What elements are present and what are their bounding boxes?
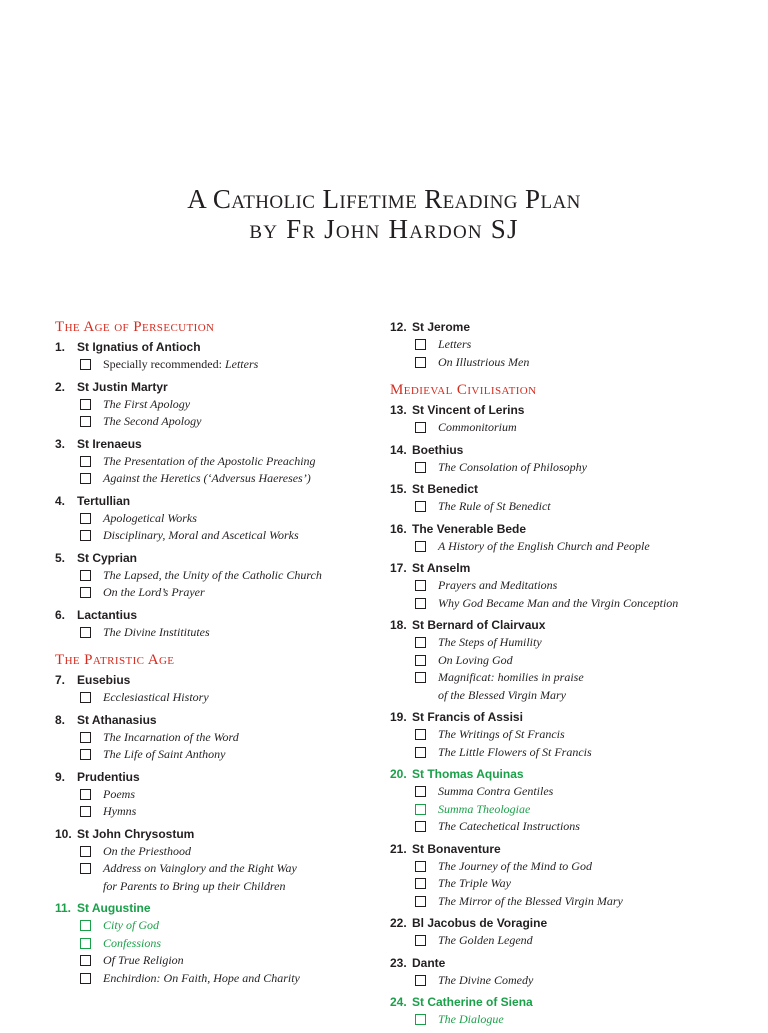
work-title [103,729,239,747]
work-title [438,354,529,372]
checkbox[interactable] [415,747,426,758]
work-title-text: On the Lord’s Prayer [103,585,205,599]
author-heading [390,441,720,459]
work-title-text: Address on Vainglory and the Right Way [103,861,297,875]
checkbox[interactable] [415,655,426,666]
author-number: 15. [390,482,407,496]
author-number: 2. [55,379,66,394]
checkbox[interactable] [80,789,91,800]
work-title [103,584,205,602]
checkbox[interactable] [415,878,426,889]
checkbox[interactable] [80,513,91,524]
work-item [415,354,720,372]
checkbox[interactable] [415,786,426,797]
author-entry [390,441,720,477]
author-entry [390,480,720,516]
author-number: 17. [390,561,407,575]
work-title [438,818,580,836]
author-number: 19. [390,710,407,724]
author-number: 5. [55,550,66,565]
work-title-text: The Journey of the Mind to God [438,858,592,873]
work-title-text: Summa Contra Gentiles [438,784,554,798]
work-title [438,595,678,613]
author-heading [55,606,355,624]
author-entry [55,768,355,821]
work-prefix: Specially recommended: [103,357,225,371]
author-heading [390,318,720,336]
work-title [438,538,650,556]
work-title-text: Why God Became Man and the Virgin Conception [438,595,679,610]
author-entry [390,914,720,950]
work-item [415,595,720,613]
section-title: The Age of Persecution [55,319,215,335]
checkbox[interactable] [80,587,91,598]
author-number: 20. [390,767,407,781]
author-name: St Athanasius [77,712,157,727]
work-title [438,783,553,801]
work-title [438,652,513,670]
work-title-text: Poems [103,786,135,801]
work-title-text: Of True Religion [103,953,184,967]
work-title [438,744,592,762]
author-heading [55,711,355,729]
work-title-text: Hymns [103,804,137,818]
author-entry [390,559,720,612]
author-entry [55,435,355,488]
work-item [80,860,355,895]
work-item [415,634,720,652]
author-name: St Catherine of Siena [412,995,533,1009]
checkbox[interactable] [80,359,91,370]
work-item [415,801,720,819]
author-heading [390,914,720,932]
work-item [80,786,355,804]
checkbox[interactable] [415,637,426,648]
work-item [415,858,720,876]
author-name: Bl Jacobus de Voragine [412,916,548,930]
author-number: 21. [390,841,407,856]
work-item [80,843,355,861]
work-title-text: Apologetical Works [103,510,197,525]
work-item [80,935,355,953]
author-heading [55,825,355,843]
author-name: St Thomas Aquinas [412,767,524,781]
work-title-text: The Divine Comedy [438,972,534,987]
author-number: 14. [390,442,407,457]
author-heading [55,492,355,510]
author-heading [390,616,720,634]
work-item [80,510,355,528]
work-item [415,336,720,354]
checkbox[interactable] [80,570,91,581]
work-title-text: On the Priesthood [103,843,191,858]
work-item [415,783,720,801]
work-title [103,746,225,764]
work-title [103,917,159,935]
work-title [103,843,191,861]
checkbox[interactable] [80,955,91,966]
author-name: St Bonaventure [412,841,501,856]
checkbox[interactable] [415,729,426,740]
work-title [103,527,299,545]
work-title-text: Commonitorium [438,420,517,434]
work-item [80,952,355,970]
checkbox[interactable] [415,541,426,552]
work-item [415,669,720,704]
work-title-text: The Lapsed, the Unity of the Catholic Church [103,567,322,582]
work-title-text: The Second Apology [103,414,202,428]
work-title-text: The Golden Legend [438,933,533,947]
work-title [438,858,592,876]
work-item [415,972,720,990]
work-title [103,935,161,953]
work-title [103,356,258,374]
work-item [80,584,355,602]
author-name: St Vincent of Lerins [412,403,525,417]
work-title-text: Prayers and Meditations [438,578,558,592]
work-title [103,567,322,585]
work-title [438,577,557,595]
author-name: Eusebius [77,673,131,687]
work-title-text: The Dialogue [438,1012,504,1026]
author-name: St Irenaeus [77,436,142,451]
checkbox[interactable] [80,973,91,984]
author-entry [390,993,720,1029]
work-item [80,803,355,821]
checkbox[interactable] [80,938,91,949]
work-item [80,527,355,545]
checkbox[interactable] [80,732,91,743]
work-title-text: The Steps of Humility [438,635,542,649]
title-line-1: A Catholic Lifetime Reading Plan [187,184,581,214]
checkbox[interactable] [415,580,426,591]
work-title-text: Confessions [103,935,162,950]
work-title-text: Letters [438,337,472,351]
work-title-text: The Divine Instititutes [103,624,210,639]
checkbox[interactable] [415,598,426,609]
author-heading [55,338,355,356]
work-title-text: The Consolation of Philosophy [438,459,588,474]
author-number: 4. [55,493,66,508]
work-title [438,1011,504,1029]
work-title [103,624,210,642]
author-name: St Jerome [412,320,471,334]
author-heading [55,899,355,917]
work-item [80,624,355,642]
checkbox[interactable] [80,530,91,541]
work-title [103,510,197,528]
work-title [438,634,542,652]
checkbox[interactable] [80,846,91,857]
work-title [438,459,587,477]
checkbox[interactable] [415,935,426,946]
work-title-text: Against the Heretics (‘Adversus Haereses’) [103,471,311,485]
author-number: 3. [55,436,66,451]
work-title [103,689,209,707]
work-item [415,875,720,893]
work-item [80,453,355,471]
author-number: 22. [390,916,407,930]
work-title-text: The Presentation of the Apostolic Preaching [103,453,316,468]
checkbox[interactable] [80,692,91,703]
work-title-text: On Illustrious Men [438,354,530,369]
author-name: St John Chrysostum [77,826,195,841]
author-entry [55,671,355,707]
author-number: 8. [55,712,66,727]
work-title-text: Disciplinary, Moral and Ascetical Works [103,528,299,542]
checkbox[interactable] [415,896,426,907]
work-title-text: City of God [103,918,159,932]
author-number: 6. [55,607,66,622]
author-name: Tertullian [77,493,131,508]
author-name: St Francis of Assisi [412,710,523,724]
author-heading [55,768,355,786]
work-title [103,952,184,970]
work-title [438,498,551,516]
author-entry [55,606,355,642]
author-name: St Benedict [412,482,479,496]
work-title [438,875,511,893]
work-title-text: Enchirdion: On Faith, Hope and Charity [103,970,300,985]
author-number: 12. [390,320,407,334]
author-heading [55,549,355,567]
work-title-text: The Rule of St Benedict [438,499,551,513]
work-title-continued: for Parents to Bring up their Children [103,878,286,893]
checkbox[interactable] [80,806,91,817]
author-heading [55,671,355,689]
section [390,318,720,371]
author-number: 9. [55,769,66,784]
work-title-text: The Triple Way [438,876,511,890]
author-heading [390,708,720,726]
work-title-continued: of the Blessed Virgin Mary [438,687,566,702]
work-item [415,419,720,437]
work-title-text: The Catechetical Instructions [438,819,580,833]
work-title-text: Letters [224,357,259,371]
author-heading [390,954,720,972]
work-item [80,396,355,414]
author-name: St Anselm [412,561,471,575]
author-entry [390,840,720,911]
author-heading [390,401,720,419]
work-item [415,726,720,744]
checkbox[interactable] [415,861,426,872]
checkbox[interactable] [415,975,426,986]
work-item [415,893,720,911]
author-entry [55,549,355,602]
work-item [80,356,355,374]
work-title-text: The Writings of St Francis [438,727,565,741]
work-item [415,744,720,762]
author-name: St Bernard of Clairvaux [412,618,546,632]
page-title [0,184,768,244]
checkbox[interactable] [415,1014,426,1025]
work-title [103,413,201,431]
author-number: 23. [390,955,407,970]
work-title-text: On Loving God [438,652,513,667]
checkbox[interactable] [415,672,426,683]
work-title-text: The Life of Saint Anthony [103,747,226,761]
work-title [103,453,316,471]
author-entry [390,708,720,761]
work-title [438,893,623,911]
checkbox[interactable] [80,920,91,931]
title-line-2: by Fr John Hardon SJ [249,214,519,244]
author-name: St Justin Martyr [77,379,168,394]
checkbox[interactable] [80,473,91,484]
left-column [55,318,355,991]
author-heading [55,378,355,396]
author-heading [390,765,720,783]
checkbox[interactable] [80,416,91,427]
author-name: Lactantius [77,607,138,622]
work-title-text: The First Apology [103,396,191,411]
work-item [415,818,720,836]
author-name: Dante [412,955,446,970]
work-title [438,801,530,819]
checkbox[interactable] [80,456,91,467]
author-entry [55,825,355,896]
author-name: St Augustine [77,901,151,915]
checkbox[interactable] [80,863,91,874]
section [55,651,355,987]
checkbox[interactable] [80,627,91,638]
work-title-text: The Mirror of the Blessed Virgin Mary [438,893,623,908]
author-name: St Ignatius of Antioch [77,340,201,354]
work-title [438,669,584,704]
work-item [80,746,355,764]
author-entry [390,954,720,990]
author-entry [55,378,355,431]
checkbox[interactable] [415,821,426,832]
checkbox[interactable] [415,357,426,368]
work-item [80,470,355,488]
work-item [80,917,355,935]
work-item [415,652,720,670]
checkbox[interactable] [80,749,91,760]
work-title [438,932,533,950]
author-entry [390,401,720,437]
work-item [80,689,355,707]
author-entry [55,899,355,987]
work-item [415,577,720,595]
work-title [103,803,136,821]
work-title-text: Ecclesiastical History [103,690,209,704]
work-item [415,1011,720,1029]
section [390,381,720,1029]
work-title [438,726,565,744]
author-heading [390,559,720,577]
author-heading [390,993,720,1011]
work-title [103,396,190,414]
work-title [438,336,471,354]
author-number: 7. [55,673,66,687]
work-title-text: The Little Flowers of St Francis [438,744,592,759]
author-entry [390,765,720,836]
work-title [103,470,311,488]
checkbox[interactable] [415,501,426,512]
work-item [415,459,720,477]
author-number: 18. [390,618,407,632]
author-number: 13. [390,403,407,417]
author-entry [390,520,720,556]
checkbox[interactable] [415,339,426,350]
right-column [390,318,720,1033]
work-title [103,970,300,988]
author-entry [55,711,355,764]
work-item [80,729,355,747]
work-item [80,413,355,431]
author-heading [390,480,720,498]
work-item [415,498,720,516]
author-heading [390,520,720,538]
work-title [438,419,517,437]
work-title-text: Magnificat: homilies in praise [438,670,584,684]
checkbox[interactable] [415,804,426,815]
checkbox[interactable] [415,422,426,433]
work-title-text: Summa Theologiae [438,801,531,816]
author-entry [390,616,720,704]
checkbox[interactable] [80,399,91,410]
author-entry [55,492,355,545]
work-title [438,972,533,990]
section-title: Medieval Civilisation [390,382,537,398]
author-number: 11. [55,901,72,915]
author-number: 10. [55,826,72,841]
section-title: The Patristic Age [55,652,175,668]
author-entry [390,318,720,371]
author-name: St Cyprian [77,550,138,565]
section [55,318,355,641]
work-title [103,786,135,804]
work-title-text: The Incarnation of the Word [103,729,239,744]
author-name: Prudentius [77,769,140,784]
author-name: The Venerable Bede [412,521,527,536]
author-entry [55,338,355,374]
work-item [80,970,355,988]
author-number: 1. [55,340,66,354]
author-name: Boethius [412,442,464,457]
author-number: 16. [390,521,407,536]
work-item [80,567,355,585]
author-heading [390,840,720,858]
work-item [415,932,720,950]
author-number: 24. [390,995,407,1009]
work-item [415,538,720,556]
work-title [103,860,297,895]
checkbox[interactable] [415,462,426,473]
work-title-text: A History of the English Church and People [438,538,650,553]
author-heading [55,435,355,453]
